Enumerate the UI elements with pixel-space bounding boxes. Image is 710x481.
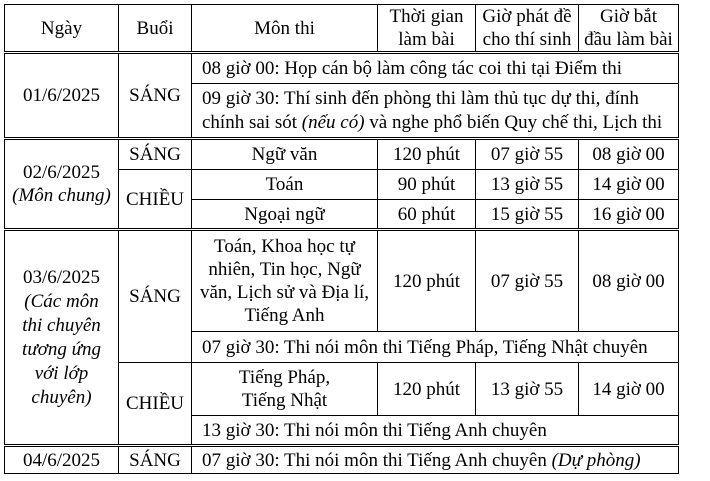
header-gio-bat [579,5,679,53]
day3-afternoon-subject-line2: Tiếng Nhật [241,390,328,411]
table-row [5,446,679,474]
day2-start-1: 08 giờ 00 [579,139,679,170]
day3-morning-duration: 120 phút [378,230,476,332]
day4-session: SÁNG [119,446,192,474]
day2-subject-2: Toán [192,170,378,200]
header-gio-bat-line1: Giờ bắt [599,6,657,27]
day3-afternoon-distribute: 13 giờ 55 [476,363,579,416]
header-gio-phat-line2: cho thí sinh [482,29,572,50]
day2-start-2: 14 giờ 00 [579,170,679,200]
day2-session-afternoon: CHIỀU [119,170,192,230]
day1-note-checkin-tail: và nghe phổ biến Quy chế thi, Lịch thi [364,111,663,133]
table-row [5,230,679,332]
day3-afternoon-subject-line1: Tiếng Pháp, [238,367,331,388]
day2-duration-1: 120 phút [378,139,476,170]
day4-date: 04/6/2025 [5,446,119,474]
header-ngay: Ngày [5,5,119,53]
exam-schedule-table [4,4,679,474]
header-gio-phat [476,5,579,53]
header-thoi-gian-line1: Thời gian [389,6,464,27]
day2-session-morning: SÁNG [119,139,192,170]
day3-sub-line2: thi chuyên [22,314,101,336]
day2-duration-3: 60 phút [378,200,476,230]
day1-note-meeting: 08 giờ 00: Họp cán bộ làm công tác coi thi tại Điểm thi [192,53,679,84]
day1-note-checkin [192,84,679,139]
day3-morning-subjects [192,230,378,332]
day2-date-cell [5,139,119,230]
table-row [5,53,679,84]
header-gio-bat-line2: đầu làm bài [584,29,673,50]
day2-subject-3: Ngoại ngữ [192,200,378,230]
day1-date: 01/6/2025 [5,53,119,139]
day3-afternoon-subjects [192,363,378,416]
header-gio-phat-line1: Giờ phát đề [482,6,572,27]
day2-distribute-3: 15 giờ 55 [476,200,579,230]
day3-afternoon-start: 14 giờ 00 [579,363,679,416]
day2-duration-2: 90 phút [378,170,476,200]
day3-sub-line3: tương ứng [22,338,101,360]
day2-start-3: 16 giờ 00 [579,200,679,230]
header-buoi: Buổi [119,5,192,53]
day1-session: SÁNG [119,53,192,139]
day3-sub-line4: với lớp [34,362,89,384]
day3-morning-distribute: 07 giờ 55 [476,230,579,332]
header-row [5,5,679,53]
day3-morning-start: 08 giờ 00 [579,230,679,332]
header-thoi-gian-line2: làm bài [398,29,455,50]
day3-morning-subject-line3: văn, Lịch sử và Địa lí, [199,282,370,303]
day3-morning-note: 07 giờ 30: Thi nói môn thi Tiếng Pháp, Tiếng Nhật chuyên [192,332,679,363]
day3-sub-line5: chuyên) [31,386,92,408]
day2-subject-1: Ngữ văn [192,139,378,170]
day2-subtitle: (Môn chung) [12,185,111,206]
day3-session-afternoon: CHIỀU [119,363,192,446]
day3-morning-subject-line4: Tiếng Anh [244,305,325,326]
header-mon-thi: Môn thi [192,5,378,53]
day4-note-italic: (Dự phòng) [551,449,641,471]
day3-afternoon-duration: 120 phút [378,363,476,416]
day1-note-checkin-text: 09 giờ 30: Thí sinh đến phòng thi làm thủ tục dự thi, đính chính sai sót [202,87,639,133]
day3-morning-subject-line1: Toán, Khoa học tự [214,236,355,257]
day3-sub-line1: (Các môn [24,290,99,312]
exam-schedule [4,4,679,474]
day3-morning-subject-line2: nhiên, Tin học, Ngữ [208,259,361,280]
day4-note-text: 07 giờ 30: Thi nói môn thi Tiếng Anh chuyên [202,449,552,471]
day3-session-morning: SÁNG [119,230,192,363]
day1-note-checkin-italic: (nếu có) [301,111,365,133]
day2-distribute-2: 13 giờ 55 [476,170,579,200]
table-row [5,139,679,170]
day3-afternoon-note: 13 giờ 30: Thi nói môn thi Tiếng Anh chuyên [192,416,679,446]
header-thoi-gian [378,5,476,53]
day3-date-cell [5,230,119,446]
day4-note [192,446,679,474]
day2-distribute-1: 07 giờ 55 [476,139,579,170]
day2-date: 02/6/2025 [22,162,101,183]
day3-date: 03/6/2025 [22,266,101,288]
